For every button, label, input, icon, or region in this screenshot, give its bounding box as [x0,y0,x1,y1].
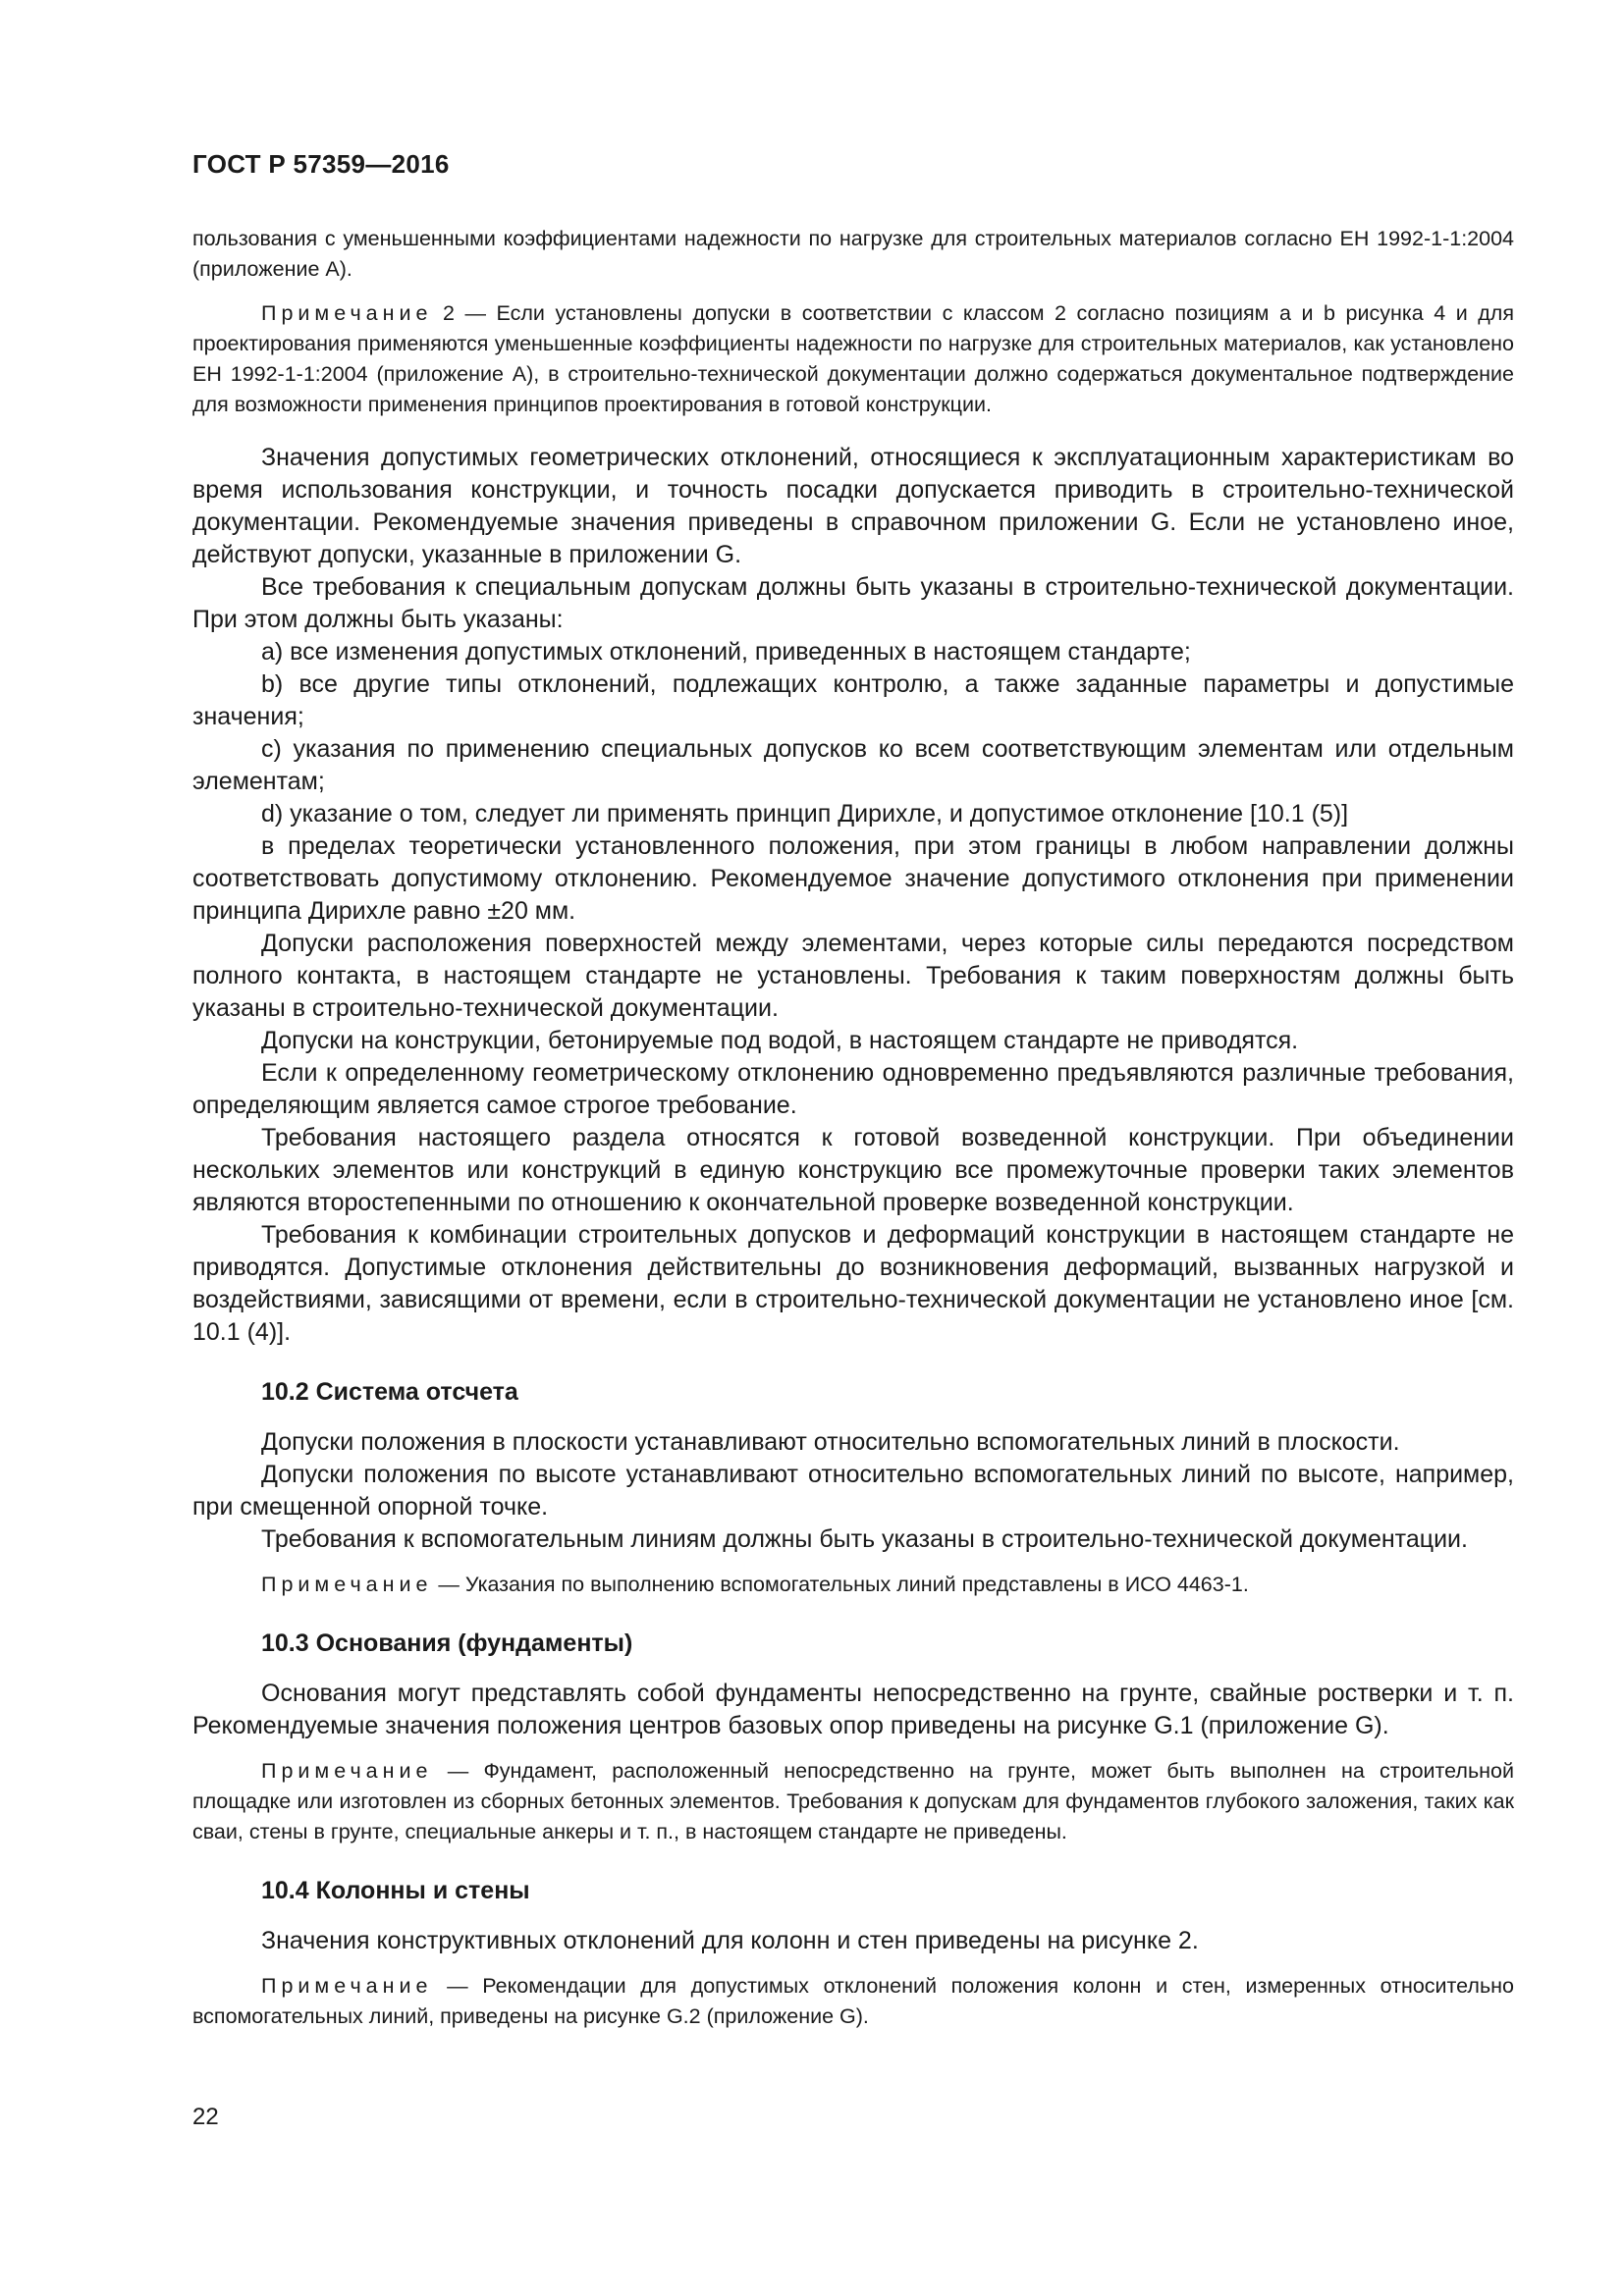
paragraph-continuation: пользования с уменьшенными коэффициентами надежности по нагрузке для строительных материалов согласно ЕН 1992-1-1:2004 (приложение А). [192,227,1514,281]
section-heading-10-2: 10.2 Система отсчета [261,1378,518,1406]
note [192,1971,1514,2032]
paragraph: Допуски на конструкции, бетонируемые под водой, в настоящем стандарте не приводятся. [261,1027,1299,1054]
list-item-a: a) все изменения допустимых отклонений, приведенных в настоящем стандарте; [261,638,1191,666]
section-heading-10-4: 10.4 Колонны и стены [261,1877,530,1904]
note-text: — Рекомендации для допустимых отклонений положения колонн и стен, измеренных относительно вспомогательных линий, приведены на рисунке G.2 (приложение G). [192,1974,1514,2028]
note-text: — Фундамент, расположенный непосредственно на грунте, может быть выполнен на строительной площадке или изготовлен из сборных бетонных элементов. Требования к допускам для фундаментов глубокого заложения, таких как сваи, стены в грунте, специальные анкеры и т. п., в настоящем стандарте не приведены. [192,1759,1514,1843]
paragraph: Требования настоящего раздела относятся к готовой возведенной конструкции. При объединении нескольких элементов или конструкций в единую конструкцию все промежуточные проверки таких элементов являются второстепенными по отношению к окончательной проверке возведенной конструкции. [192,1124,1514,1216]
paragraph: Значения конструктивных отклонений для колонн и стен приведены на рисунке 2. [261,1927,1199,1954]
list-item-c: c) указания по применению специальных допусков ко всем соответствующим элементам или отдельным элементам; [192,735,1514,795]
note-text: 2 — Если установлены допуски в соответствии с классом 2 согласно позициям a и b рисунка 4 и для проектирования применяются уменьшенные коэффициенты надежности по нагрузке для строительных материалов, как установлено ЕН 1992-1-1:2004 (приложение А), в строительно-технической документации должно содержаться документальное подтверждение для возможности применения принципов проектирования в готовой конструкции. [192,301,1514,416]
paragraph: Требования к вспомогательным линиям должны быть указаны в строительно-технической документации. [261,1525,1468,1553]
section-heading-10-3: 10.3 Основания (фундаменты) [261,1629,633,1657]
paragraph: Допуски положения в плоскости устанавливают относительно вспомогательных линий в плоскости. [261,1428,1400,1456]
paragraph: в пределах теоретически установленного положения, при этом границы в любом направлении должны соответствовать допустимому отклонению. Рекомендуемое значение допустимого отклонения при применении принципа Дирихле равно ±20 мм. [192,832,1514,925]
list-item-d: d) указание о том, следует ли применять принцип Дирихле, и допустимое отклонение [10.1 (5)] [261,800,1349,828]
paragraph: Все требования к специальным допускам должны быть указаны в строительно-технической документации. При этом должны быть указаны: [192,573,1514,633]
note-label: Примечание [261,1573,433,1596]
note [192,1570,1514,1600]
note-text: — Указания по выполнению вспомогательных линий представлены в ИСО 4463-1. [432,1573,1249,1596]
page-number: 22 [192,2104,219,2130]
note-label: Примечание [261,1974,433,1998]
note [192,1756,1514,1847]
paragraph: Основания могут представлять собой фундаменты непосредственно на грунте, свайные ростверки и т. п. Рекомендуемые значения положения центров базовых опор приведены на рисунке G.1 (приложение G). [192,1680,1514,1739]
note-label: Примечание [261,301,433,325]
page-content [192,224,1514,2032]
paragraph: Требования к комбинации строительных допусков и деформаций конструкции в настоящем стандарте не приводятся. Допустимые отклонения действительны до возникновения деформаций, вызванных нагрузкой и воздействиями, зависящими от времени, если в строительно-технической документации не установлено иное [см. 10.1 (4)]. [192,1221,1514,1346]
standard-header: ГОСТ Р 57359—2016 [192,149,450,179]
paragraph: Допуски расположения поверхностей между элементами, через которые силы передаются посредством полного контакта, в настоящем стандарте не установлены. Требования к таким поверхностям должны быть указаны в строительно-технической документации. [192,930,1514,1022]
paragraph: Допуски положения по высоте устанавливают относительно вспомогательных линий по высоте, например, при смещенной опорной точке. [192,1461,1514,1521]
paragraph: Значения допустимых геометрических отклонений, относящиеся к эксплуатационным характеристикам во время использования конструкции, и точность посадки допускается приводить в строительно-технической документации. Рекомендуемые значения приведены в справочном приложении G. Если не установлено иное, действуют допуски, указанные в приложении G. [192,444,1514,568]
paragraph: Если к определенному геометрическому отклонению одновременно предъявляются различные требования, определяющим является самое строгое требование. [192,1059,1514,1119]
note-2 [192,298,1514,420]
list-item-b: b) все другие типы отклонений, подлежащих контролю, а также заданные параметры и допустимые значения; [192,670,1514,730]
note-label: Примечание [261,1759,433,1783]
